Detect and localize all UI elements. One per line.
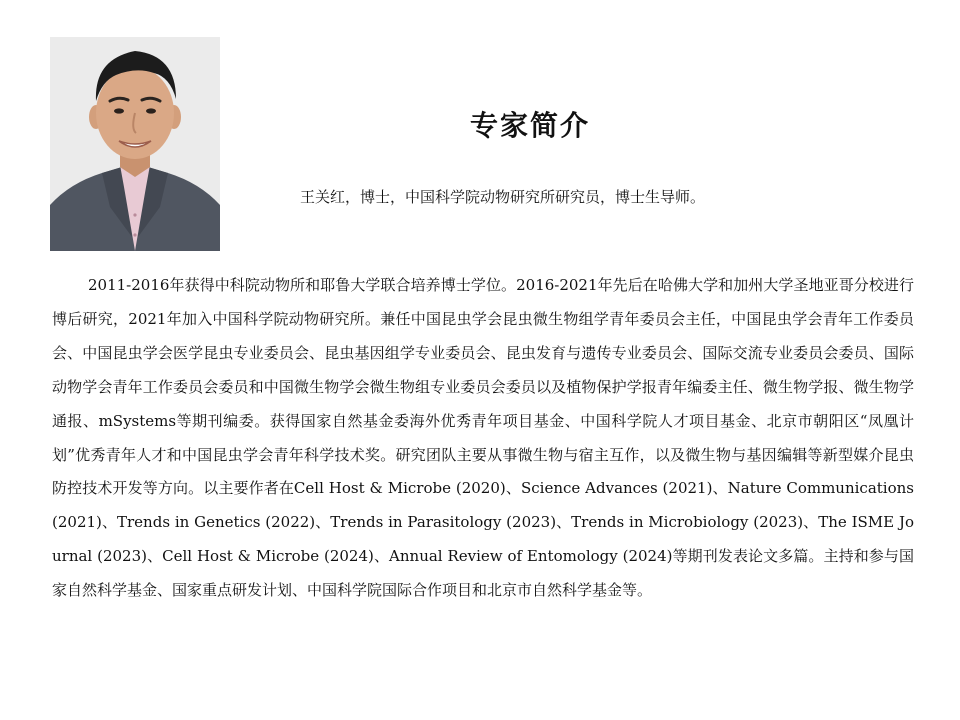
expert-biography-paragraph: 2011-2016年获得中科院动物所和耶鲁大学联合培养博士学位。2016-2021年先后在哈佛大学和加州大学圣地亚哥分校进行博后研究，2021年加入中国科学院动物研究所。兼任中国昆虫学会昆虫微生物组学青年委员会主任，中国昆虫学会青年工作委员会、中国昆虫学会医学昆虫专业委员会、昆虫基因组学专业委员会、昆虫发育与遗传专业委员会、国际交流专业委员会委员、国际动物学会青年工作委员会委员和中国微生物学会微生物组专业委员会委员以及植物保护学报青年编委主任、微生物学报、微生物学通报、mSystems等期刊编委。获得国家自然基金委海外优秀青年项目基金、中国科学院人才项目基金、北京市朝阳区“凤凰计划”优秀青年人才和中国昆虫学会青年科学技术奖。研究团队主要从事微生物与宿主互作，以及微生物与基因编辑等新型媒介昆虫防控技术开发等方向。以主要作者在Cell Host & Microbe (2020)、Science Advances (2021)、Nature Communications (2021)、Trends in Genetics (2022)、Trends in Parasitology (2023)、Trends in Microbiology (2023)、The ISME Journal (2023)、Cell Host & Microbe (2024)、Annual Review of Entomology (2024)等期刊发表论文多篇。主持和参与国家自然科学基金、国家重点研发计划、中国科学院国际合作项目和北京市自然科学基金等。: [52, 276, 914, 600]
page-title: 专家简介: [469, 109, 590, 142]
portrait-photo-icon: [50, 37, 220, 251]
expert-portrait-photo: [50, 37, 220, 251]
expert-intro-line: 王关红，博士，中国科学院动物研究所研究员，博士生导师。: [300, 188, 706, 206]
